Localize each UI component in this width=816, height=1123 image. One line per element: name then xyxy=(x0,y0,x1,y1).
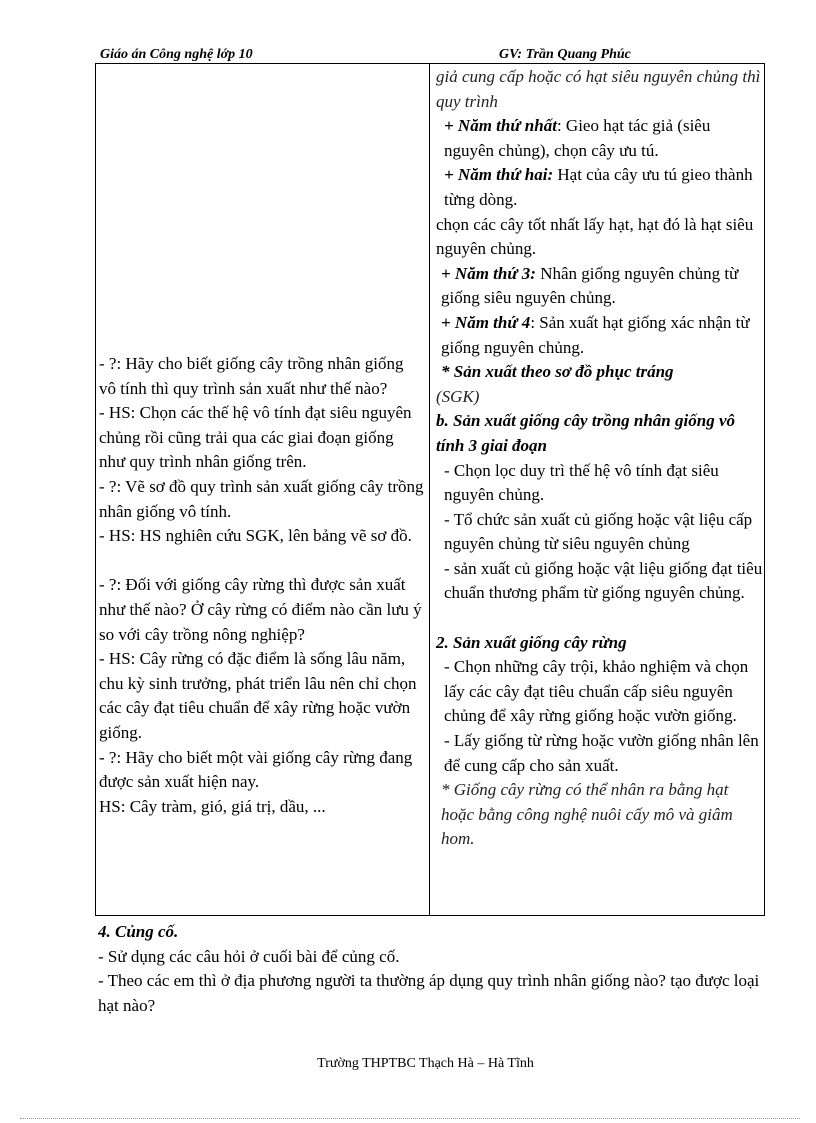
lesson-table xyxy=(95,63,765,916)
year-4-text: : Sản xuất hạt giống xác nhận từ giống nguyên chủng. xyxy=(441,312,750,357)
year-2-text: Hạt của cây ưu tú gieo thành từng dòng. xyxy=(444,165,753,209)
question-forest-varieties: - ?: Hãy cho biết một vài giống cây rừng đang được sản xuất hiện nay. xyxy=(99,747,413,792)
answer-forest-varieties: HS: Cây tràm, gió, giá trị, dầu, ... xyxy=(99,796,326,816)
year-2-label: + Năm thứ hai: xyxy=(444,165,554,185)
year-4-item xyxy=(436,311,764,360)
section-2-step-2: - Lấy giống từ rừng hoặc vườn giống nhân lên để cung cấp cho sản xuất. xyxy=(444,731,759,775)
question-forest: - ?: Đối với giống cây rừng thì được sản xuất như thế nào? Ở cây rừng có điểm nào cần lưu ý so với cây trồng nông nghiệp? xyxy=(99,575,422,644)
answer-forest: - HS: Cây rừng có đặc điểm là sống lâu năm, chu kỳ sinh trưởng, phát triển lâu nên chỉ chọn các cây đạt tiêu chuẩn để xây rừng hoặc vườn giống. xyxy=(99,649,417,742)
teacher-student-column xyxy=(99,352,424,819)
year-3-text: Nhân giống nguyên chủng từ giống siêu nguyên chủng. xyxy=(441,263,739,308)
consolidation-line-1: - Sử dụng các câu hỏi ở cuối bài để củng cố. xyxy=(98,946,400,966)
restore-sgk: (SGK) xyxy=(436,386,480,406)
year-2-continuation: chọn các cây tốt nhất lấy hạt, hạt đó là hạt siêu nguyên chủng. xyxy=(436,214,754,259)
column-divider xyxy=(429,63,430,915)
year-3-item xyxy=(436,262,764,311)
year-2-item xyxy=(436,163,764,212)
header-course-title: Giáo án Công nghệ lớp 10 xyxy=(100,47,253,62)
year-4-label: + Năm thứ 4 xyxy=(441,312,531,332)
page-header xyxy=(95,46,765,64)
year-1-label: + Năm thứ nhất xyxy=(444,116,557,136)
restore-heading: * Sản xuất theo sơ đồ phục tráng xyxy=(441,362,674,382)
section-2-step-1: - Chọn những cây trội, khảo nghiệm và chọn lấy các cây đạt tiêu chuẩn cấp siêu nguyên chủng để xây rừng giống hoặc vườn giống. xyxy=(444,657,749,726)
section-b-title: b. Sản xuất giống cây trồng nhân giống vô tính 3 giai đoạn xyxy=(436,411,735,455)
section-b-step-1: - Chọn lọc duy trì thế hệ vô tính đạt siêu nguyên chủng. xyxy=(444,460,719,505)
section-2-title: 2. Sản xuất giống cây rừng xyxy=(436,632,627,652)
consolidation-title: 4. Củng cố. xyxy=(98,922,179,941)
section-2-note: * Giống cây rừng có thể nhân ra bằng hạt hoặc bằng công nghệ nuôi cấy mô và giâm hom. xyxy=(441,780,733,849)
section-b-step-2: - Tổ chức sản xuất củ giống hoặc vật liệu cấp nguyên chủng từ siêu nguyên chủng xyxy=(444,509,753,554)
answer-diagram: - HS: HS nghiên cứu SGK, lên bảng vẽ sơ đồ. xyxy=(99,526,412,546)
answer-vegetative: - HS: Chọn các thế hệ vô tính đạt siêu nguyên chủng rồi cũng trải qua các giai đoạn giống như quy trình nhân giống trên. xyxy=(99,403,412,472)
year-3-label: + Năm thứ 3: xyxy=(441,263,536,283)
consolidation-line-2: - Theo các em thì ở địa phương người ta thường áp dụng quy trình nhân giống nào? tạo được loại hạt nào? xyxy=(98,971,760,1015)
footer-dotted-line xyxy=(20,1118,800,1119)
question-vegetative: - ?: Hãy cho biết giống cây trồng nhân giống vô tính thì quy trình sản xuất như thế nào? xyxy=(99,354,404,398)
year-1-item xyxy=(436,114,764,163)
intro-text: giả cung cấp hoặc có hạt siêu nguyên chủng thì quy trình xyxy=(436,67,761,111)
consolidation-section xyxy=(98,920,778,1018)
question-diagram: - ?: Vẽ sơ đồ quy trình sản xuất giống cây trồng nhân giống vô tính. xyxy=(99,476,424,521)
page-footer: Trường THPTBC Thạch Hà – Hà Tĩnh xyxy=(317,1056,534,1071)
section-b-step-3: - sản xuất củ giống hoặc vật liệu giống đạt tiêu chuẩn thương phẩm từ giống nguyên chủng. xyxy=(444,558,763,603)
header-teacher-name: GV: Trần Quang Phúc xyxy=(499,47,631,62)
content-column xyxy=(436,65,764,852)
year-1-text: : Gieo hạt tác giả (siêu nguyên chủng), chọn cây ưu tú. xyxy=(444,116,711,160)
